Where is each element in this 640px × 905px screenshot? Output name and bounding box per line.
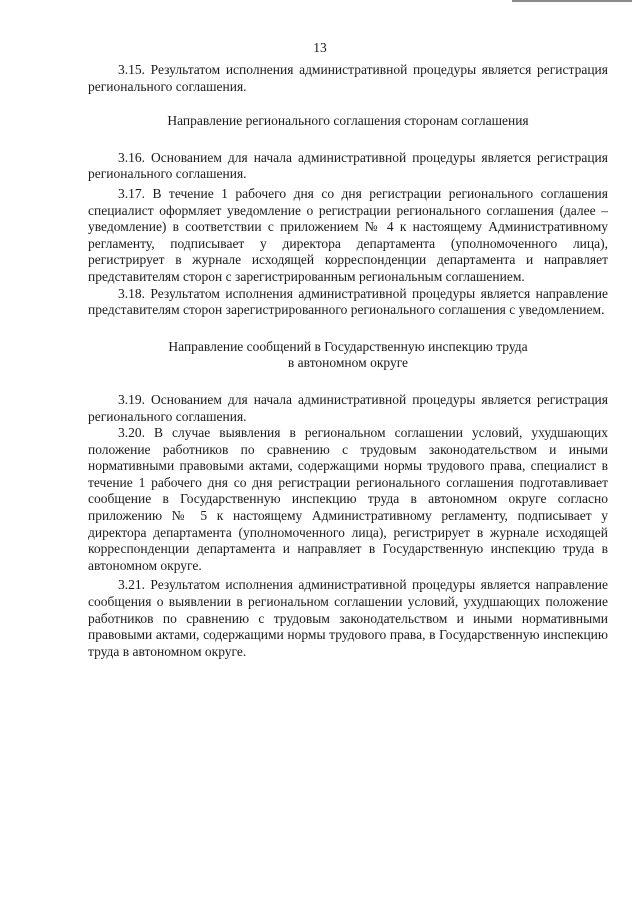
document-body — [88, 62, 608, 660]
paragraph-3-21: 3.21. Результатом исполнения административной процедуры является направление сообщения о выявлении в региональном соглашении условий, ухудшающих положение работников по сравнению с трудовым законодательством и иными нормативными правовыми актами, содержащими нормы трудового права, в Государственную инспекцию труда в автономном округе. — [88, 577, 608, 659]
section-heading-direction: Направление регионального соглашения сторонам соглашения — [167, 113, 529, 129]
paragraph-3-19: 3.19. Основанием для начала административной процедуры является регистрация регионального соглашения. — [88, 391, 608, 424]
paragraph-3-18: 3.18. Результатом исполнения административной процедуры является направление представителям сторон зарегистрированного регионального соглашения с уведомлением. — [88, 285, 608, 318]
paragraph-3-20: 3.20. В случае выявления в региональном соглашении условий, ухудшающих положение работников по сравнению с трудовым законодательством и иными нормативными правовыми актами, содержащими нормы трудового права, специалист в течение 1 рабочего дня со дня регистрации регионального соглашения подготавливает сообщение в Государственную инспекцию труда в автономном округе согласно приложению № 5 к настоящему Административному регламенту, подписывает у директора департамента (уполномоченного лица), регистрирует в журнале исходящей корреспонденции департамента и направляет в Государственную инспекцию труда в автономном округе. — [88, 425, 608, 573]
section-heading-messages — [88, 339, 608, 372]
heading-line-1: Направление сообщений в Государственную инспекцию труда — [168, 338, 528, 354]
heading-line-2: в автономном округе — [287, 355, 409, 371]
paragraph-3-17: 3.17. В течение 1 рабочего дня со дня регистрации регионального соглашения специалист оформляет уведомление о регистрации регионального соглашения (далее – уведомление) в соответствии с приложением № 4 к настоящему Административному регламенту, подписывает у директора департамента (уполномоченного лица), регистрирует в журнале исходящей корреспонденции департамента и направляет представителям сторон с зарегистрированным региональным соглашением. — [88, 185, 608, 284]
paragraph-3-15: 3.15. Результатом исполнения административной процедуры является регистрация регионального соглашения. — [88, 62, 608, 94]
paragraph-3-16: 3.16. Основанием для начала административной процедуры является регистрация регионального соглашения. — [88, 149, 608, 182]
page-number: 13 — [313, 40, 327, 55]
scan-edge-mark — [512, 0, 632, 2]
